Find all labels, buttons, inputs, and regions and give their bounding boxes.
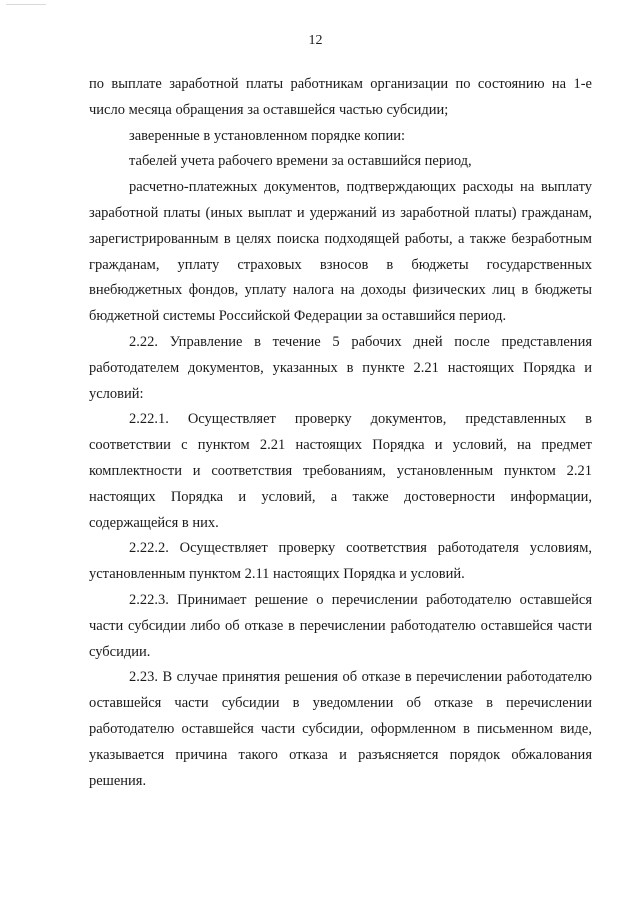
page-number: 12	[308, 33, 323, 48]
paragraph-2-23: 2.23. В случае принятия решения об отказе в перечислении работодателю оставшейся части субсидии в уведомлении об отказе в перечислении работодателю оставшейся части субсидии, оформленном в письменном виде, указывается причина такого отказа и разъясняется порядок обжалования решения.	[89, 669, 592, 789]
paragraph-timesheets: табелей учета рабочего времени за оставшийся период,	[129, 153, 472, 170]
paragraph-2-22-2: 2.22.2. Осуществляет проверку соответствия работодателя условиям, установленным пунктом 2.11 настоящих Порядка и условий.	[89, 540, 592, 583]
paragraph-continuation: по выплате заработной платы работникам организации по состоянию на 1-е число месяца обращения за оставшейся частью субсидии;	[89, 76, 592, 118]
paragraph-2-22: 2.22. Управление в течение 5 рабочих дней после представления работодателем документов, указанных в пункте 2.21 настоящих Порядка и условий:	[89, 333, 592, 402]
paragraph-payment-documents: расчетно-платежных документов, подтверждающих расходы на выплату заработной платы (иных выплат и удержаний из заработной платы) гражданам, зарегистрированным в целях поиска подходящей работы, а также безработным гражданам, уплату страховых взносов в бюджеты государственных внебюджетных фондов, уплату налога на доходы физических лиц в бюджеты бюджетной системы Российской Федерации за оставшийся период.	[89, 179, 592, 325]
scan-edge-line	[6, 4, 46, 5]
paragraph-2-22-1: 2.22.1. Осуществляет проверку документов, представленных в соответствии с пунктом 2.21 настоящих Порядка и условий, на предмет комплектности и соответствия требованиям, установленным пунктом 2.21 настоящих Порядка и условий, а также достоверности информации, содержащейся в них.	[89, 411, 592, 531]
document-body	[89, 72, 592, 794]
paragraph-certified-copies: заверенные в установленном порядке копии:	[129, 127, 406, 144]
paragraph-2-22-3: 2.22.3. Принимает решение о перечислении работодателю оставшейся части субсидии либо об отказе в перечислении работодателю оставшейся части субсидии.	[89, 591, 592, 660]
